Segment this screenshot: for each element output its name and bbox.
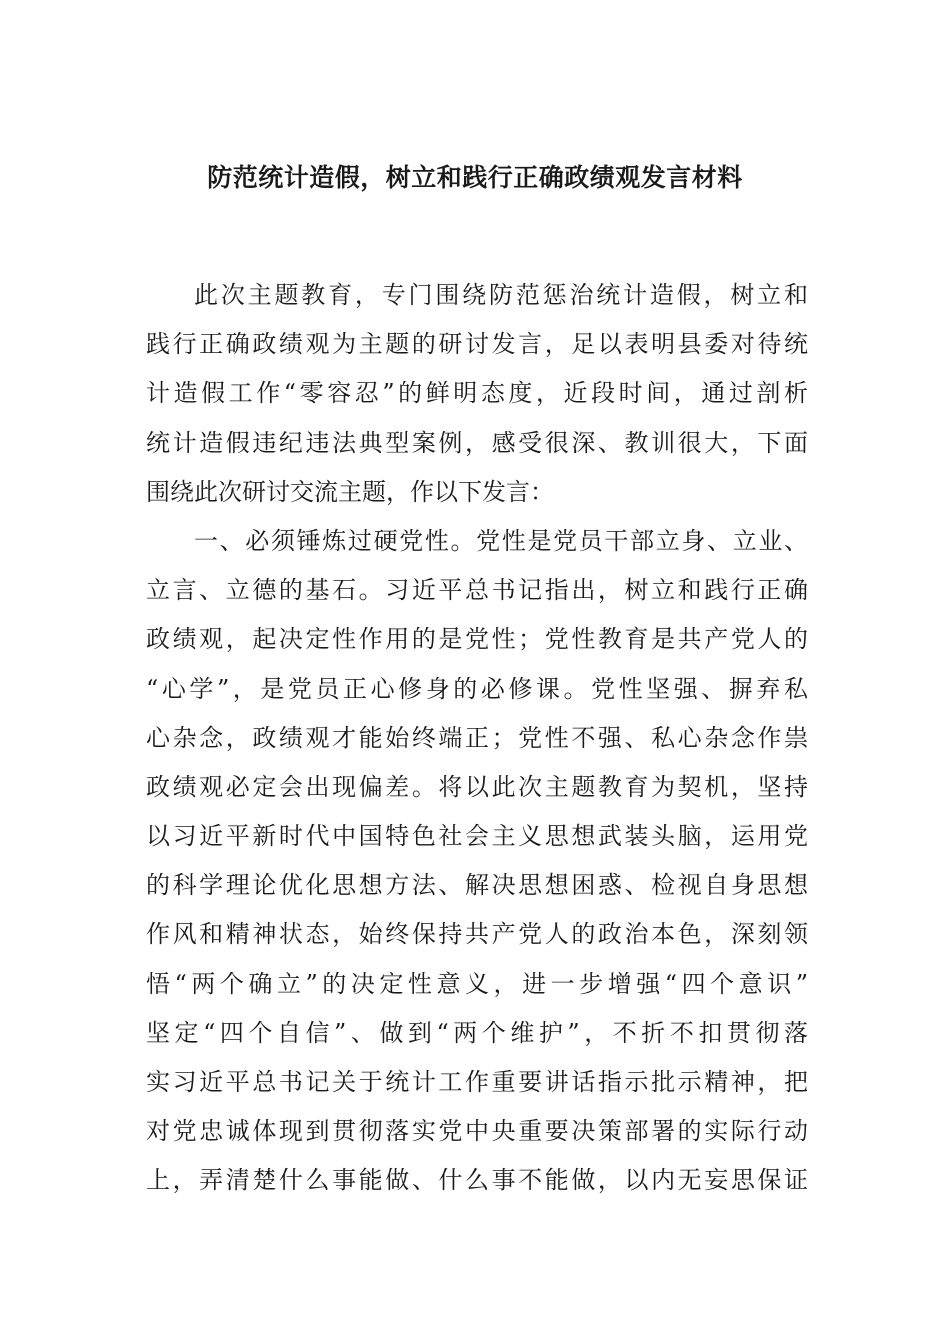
paragraph-line: 践行正确政绩观为主题的研讨发言，足以表明县委对待统 [146,330,808,359]
paragraph-line: 统计造假违纪违法典型案例，感受很深、教训很大，下面 [146,428,808,457]
paragraph-line: 立言、立德的基石。习近平总书记指出，树立和践行正确 [146,576,808,605]
document-title: 防范统计造假，树立和践行正确政绩观发言材料 [207,163,743,192]
paragraph-line: 以习近平新时代中国特色社会主义思想武装头脑，运用党 [146,822,808,851]
paragraph-line: 坚定“四个自信”、做到“两个维护”，不折不扣贯彻落 [146,1018,808,1047]
paragraph-line: 政绩观，起决定性作用的是党性；党性教育是共产党人的 [146,625,808,654]
paragraph-line: 一、必须锤炼过硬党性。党性是党员干部立身、立业、 [194,526,808,555]
paragraph-line: 心杂念，政绩观才能始终端正；党性不强、私心杂念作祟 [146,723,808,752]
paragraph-line: 计造假工作“零容忍”的鲜明态度，近段时间，通过剖析 [146,379,808,408]
paragraph-intro [146,271,808,517]
paragraph-line: 围绕此次研讨交流主题，作以下发言： [146,477,554,506]
paragraph-line: 实习近平总书记关于统计工作重要讲话指示批示精神，把 [146,1068,808,1096]
paragraph-line: “心学”，是党员正心修身的必修课。党性坚强、摒弃私 [146,674,808,703]
paragraph-line: 作风和精神状态，始终保持共产党人的政治本色，深刻领 [146,920,808,949]
paragraph-section-one [146,517,808,1206]
paragraph-line: 对党忠诚体现到贯彻落实党中央重要决策部署的实际行动 [146,1117,808,1146]
paragraph-line: 政绩观必定会出现偏差。将以此次主题教育为契机，坚持 [146,772,808,801]
paragraph-line: 的科学理论优化思想方法、解决思想困惑、检视自身思想 [146,871,808,900]
paragraph-line: 此次主题教育，专门围绕防范惩治统计造假，树立和 [194,281,808,309]
document-body [146,271,808,1206]
paragraph-line: 悟“两个确立”的决定性意义，进一步增强“四个意识” [146,969,808,998]
paragraph-line: 上，弄清楚什么事能做、什么事不能做，以内无妄思保证 [146,1166,808,1195]
